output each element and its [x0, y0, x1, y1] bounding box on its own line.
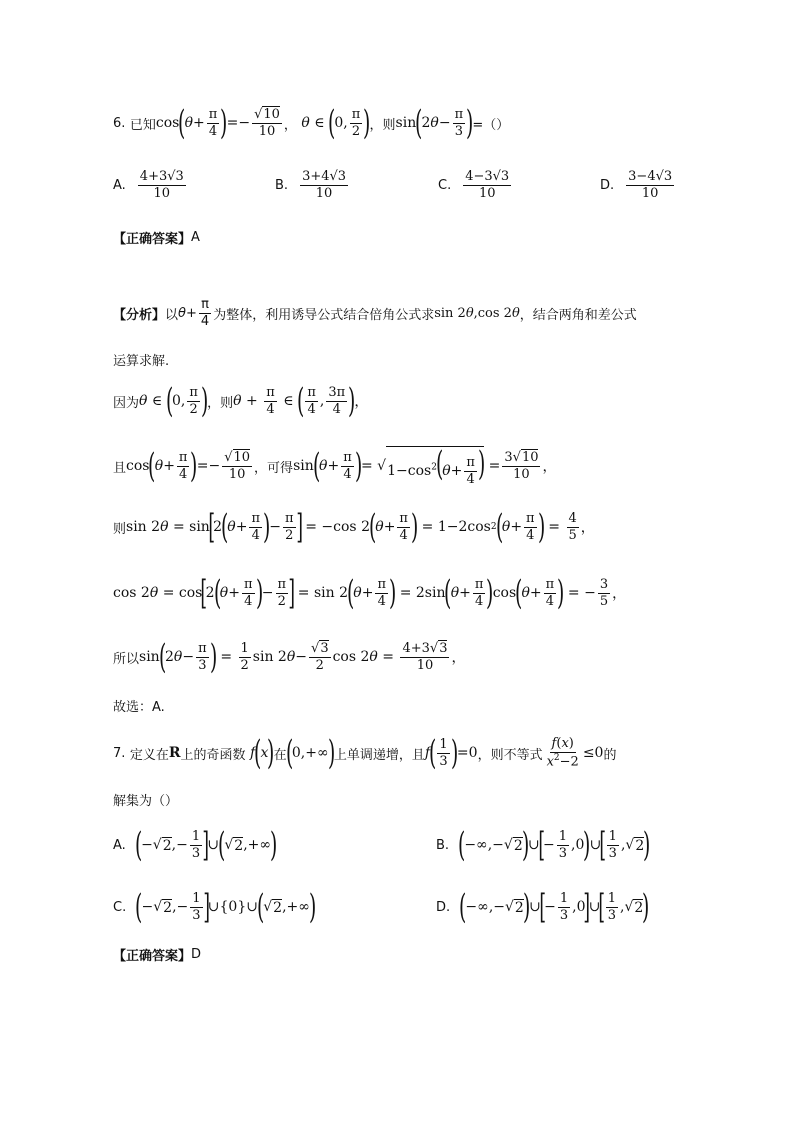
q6-analysis-cont: 运算求解.: [113, 354, 170, 369]
q6-step-5: 所以 sin ( 2 θ − π 3 ) = 1 2 sin 2 θ − √3 2 cos 2 θ = 4+3√3 10 ，: [113, 637, 466, 677]
q6-option-d[interactable]: D. 3−4√3 10: [600, 169, 673, 201]
q6-step-2: 且 cos ( θ + π 4 ) =− √10 10 ，可得 sin ( θ + π 4 ) = √ $1-\cos^2(\theta+$ $\frac{\pi}{4}$ ) = 3√10 10 ，: [113, 444, 557, 487]
q7-stem-cont: 解集为（）: [113, 794, 179, 809]
q7-option-a[interactable]: A. ( −√ 2 ,− 1 3 ] ∪ ( √ 2 ,+∞ ): [113, 825, 278, 865]
q7-option-b[interactable]: B. ( −∞,−√ 2 ) ∪ [ − 1 3 ,0 ) ∪ [ 1 3 ,√ 2 ): [436, 825, 651, 865]
q7-answer: 【正确答案】 D: [113, 947, 202, 964]
q7-option-c[interactable]: C. ( −√ 2 ,− 1 3 ] ∪{0}∪ ( √ 2 ,+∞ ): [113, 887, 317, 927]
q6-stem: 6. 已知 cos ( θ + π 4 ) =− √10 10 ， θ ∈ ( 0, π 2 ) ，则 sin ( 2 θ − π 3 ) =（）: [113, 103, 510, 143]
q6-step-1: 因为 θ ∈ ( 0, π 2 ) ，则 θ + π 4 ∈ ( π 4 , 3π 4 ) ，: [113, 381, 369, 421]
q7-option-d[interactable]: D. ( −∞,−√ 2 ) ∪ [ − 1 3 ,0 ] ∪ [ 1 3 ,√ 2 ): [436, 887, 650, 927]
q6-option-a[interactable]: A. 4+3√3 10: [113, 169, 184, 201]
q7-number: 7.: [113, 745, 126, 761]
q6-number: 6.: [113, 115, 126, 131]
q7-stem: 7. 定义在 R 上的奇函数 f ( x ) 在 ( 0,+∞ ) 上单调递增，且 f ( 1 3 ) =0 ，则不等式 f(x) $x^2-2$ ≤0 的: [113, 733, 617, 773]
q6-step-3: 则 sin 2 θ = sin [ 2 ( θ + π 4 ) − π 2 ] = −cos 2 ( θ + π 4 ) = 1−2cos 2 ( θ + π 4 ) = 4 5 ，: [113, 507, 595, 547]
q6-option-c[interactable]: C. 4−3√3 10: [438, 169, 510, 201]
q6-analysis: 【分析】 以 θ + π 4 为整体，利用诱导公式结合倍角公式求 sin 2θ,cos 2θ ，结合两角和差公式: [113, 297, 637, 329]
q6-step-4: cos 2 θ = cos [ 2 ( θ + π 4 ) − π 2 ] = sin 2 ( θ + π 4 ) = 2sin ( θ + π 4 ) cos ( θ + π 4 ) = − 3 5 ，: [113, 573, 627, 613]
q6-conclusion: 故选：A.: [113, 700, 165, 715]
q6-option-b[interactable]: B. 3+4√3 10: [275, 169, 347, 201]
q6-answer: 【正确答案】 A: [113, 230, 200, 247]
